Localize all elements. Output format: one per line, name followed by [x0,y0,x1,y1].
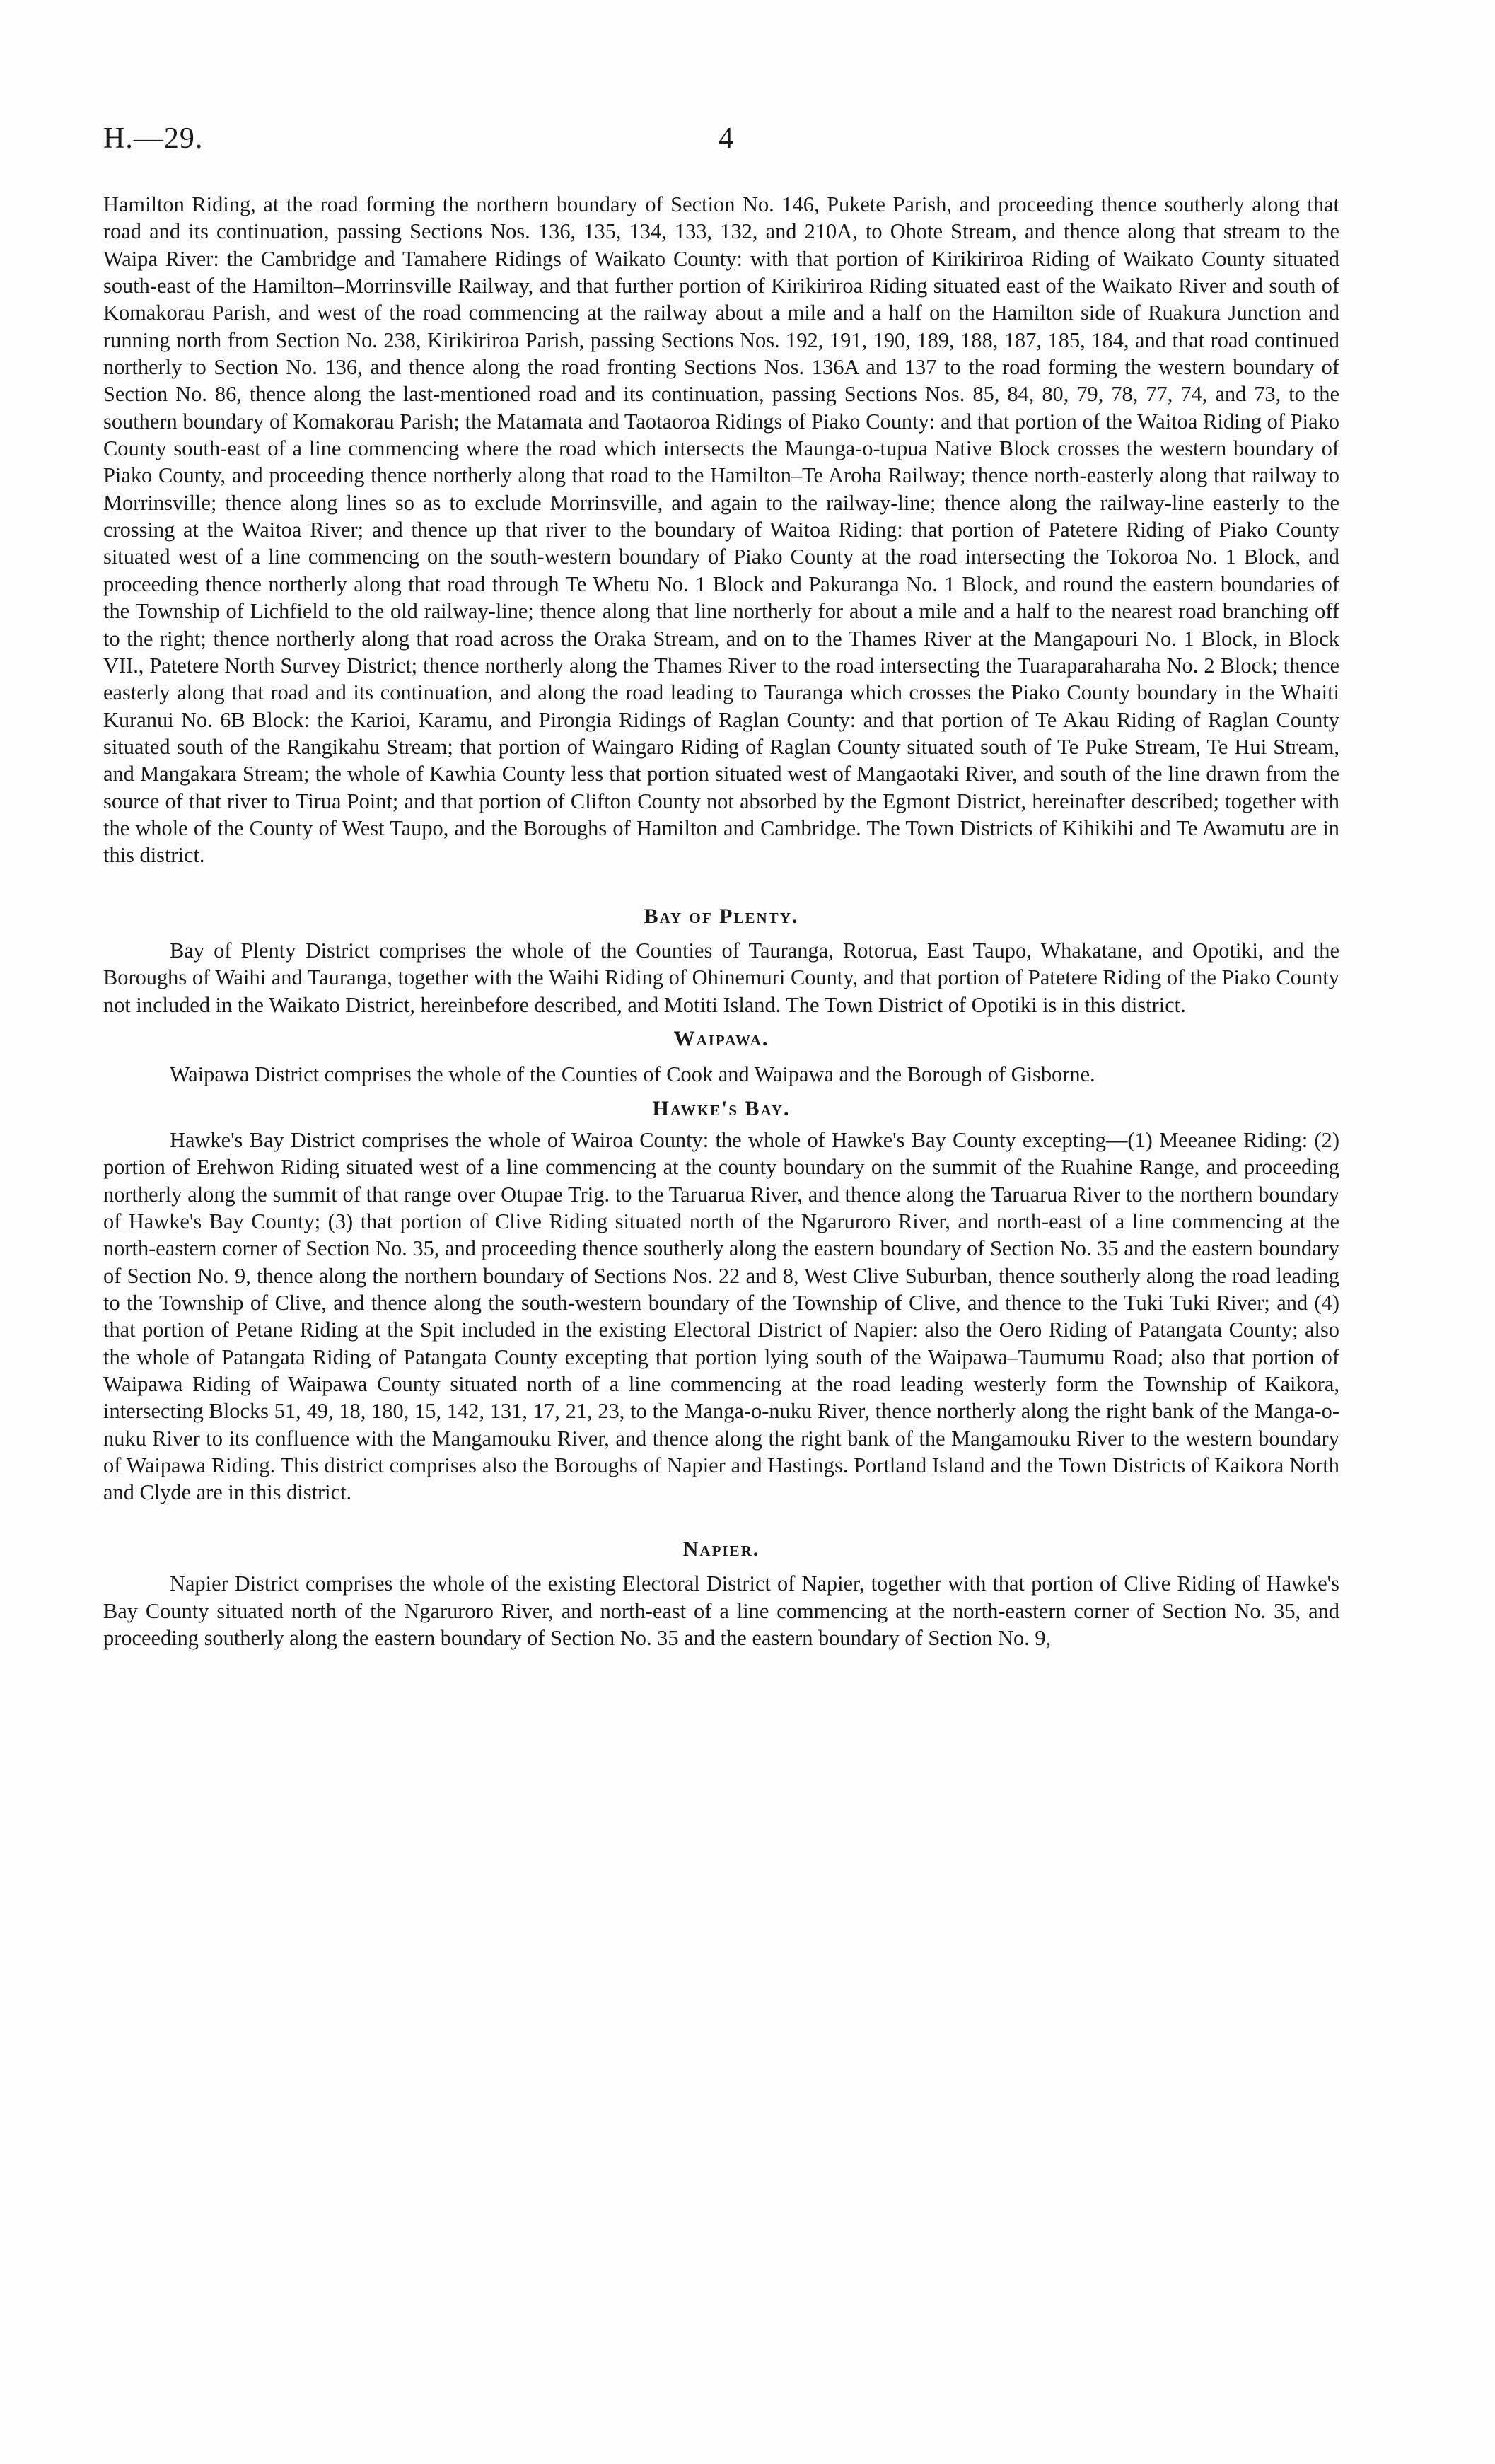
heading-bay-of-plenty: Bay of Plenty. [644,904,799,928]
document-body [103,191,1339,1651]
paragraph-hawkes-bay: Hawke's Bay District comprises the whole of Wairoa County: the whole of Hawke's Bay County excepting—(1) Meeanee Riding: (2) portion of Erehwon Riding situated west of a line commencing at the county boundary on the summit of the Ruahine Range, and proceeding northerly along the summit of that range over Otupae Trig. to the Taruarua River, and thence along the Taruarua River to the northern boundary of Hawke's Bay County; (3) that portion of Clive Riding situated north of the Ngaruroro River, and north-east of a line commencing at the north-eastern corner of Section No. 35, and proceeding thence southerly along the eastern boundary of Section No. 35 and the eastern boundary of Section No. 9, thence along the northern boundary of Sections Nos. 22 and 8, West Clive Suburban, thence southerly along the road leading to the Township of Clive, and thence along the south-western boundary of the Township of Clive, and thence to the Tuki Tuki River; and (4) that portion of Petane Riding at the Spit included in the existing Electoral District of Napier: also the Oero Riding of Patangata County; also the whole of Patangata Riding of Patangata County excepting that portion lying south of the Waipawa–Taumumu Road; also that portion of Waipawa Riding of Waipawa County situated north of a line commencing at the road leading westerly form the Township of Kaikora, intersecting Blocks 51, 49, 18, 180, 15, 142, 131, 17, 21, 23, to the Manga-o-nuku River, thence northerly along the right bank of the Manga-o-nuku River to its confluence with the Mangamouku River, and thence along the right bank of the Mangamouku River to the western boundary of Waipawa Riding. This district comprises also the Boroughs of Napier and Hastings. Portland Island and the Town Districts of Kaikora North and Clyde are in this district. [103,1128,1339,1505]
heading-napier: Napier. [682,1537,760,1561]
paragraph-bay-of-plenty: Bay of Plenty District comprises the whole of the Counties of Tauranga, Rotorua, East Taupo, Whakatane, and Opotiki, and the Boroughs of Waihi and Tauranga, together with the Waihi Riding of Ohinemuri County, and that portion of Patetere Riding of the Piako County not included in the Waikato District, hereinbefore described, and Motiti Island. The Town District of Opotiki is in this district. [103,938,1339,1017]
heading-waipawa: Waipawa. [673,1026,769,1050]
heading-hawkes-bay: Hawke's Bay. [652,1096,791,1120]
paragraph-waikato-continued: Hamilton Riding, at the road forming the northern boundary of Section No. 146, Pukete Parish, and proceeding thence southerly along that road and its continuation, passing Sections Nos. 136, 135, 134, 133, 132, and 210A, to Ohote Stream, and thence along that stream to the Waipa River: the Cambridge and Tamahere Ridings of Waikato County: with that portion of Kirikiriroa Riding of Waikato County situated south-east of the Hamilton–Morrinsville Railway, and that further portion of Kirikiriroa Riding situated east of the Waikato River and south of Komakorau Parish, and west of the road commencing at the railway about a mile and a half on the Hamilton side of Ruakura Junction and running north from Section No. 238, Kirikiriroa Parish, passing Sections Nos. 192, 191, 190, 189, 188, 187, 185, 184, and that road continued northerly to Section No. 136, and thence along the road fronting Sections Nos. 136A and 137 to the road forming the western boundary of Section No. 86, thence along the last-mentioned road and its continuation, passing Sections Nos. 85, 84, 80, 79, 78, 77, 74, and 73, to the southern boundary of Komakorau Parish; the Matamata and Taotaoroa Ridings of Piako County: and that portion of the Waitoa Riding of Piako County south-east of a line commencing where the road which intersects the Maunga-o-tupua Native Block crosses the western boundary of Piako County, and proceeding thence northerly along that road to the Hamilton–Te Aroha Railway; thence north-easterly along that railway to Morrinsville; thence along lines so as to exclude Morrinsville, and again to the railway-line; thence along the railway-line easterly to the crossing at the Waitoa River; and thence up that river to the boundary of Waitoa Riding: that portion of Patetere Riding of Piako County situated west of a line commencing on the south-western boundary of Piako County at the road intersecting the Tokoroa No. 1 Block, and proceeding thence northerly along that road through Te Whetu No. 1 Block and Pakuranga No. 1 Block, and round the eastern boundaries of the Township of Lichfield to the old railway-line; thence along that line northerly for about a mile and a half to the nearest road branching off to the right; thence northerly along that road across the Oraka Stream, and on to the Thames River at the Mangapouri No. 1 Block, in Block VII., Patetere North Survey District; thence northerly along the Thames River to the road intersecting the Tuaraparaharaha No. 2 Block; thence easterly along that road and its continuation, and along the road leading to Tauranga which crosses the Piako County boundary in the Whaiti Kuranui No. 6B Block: the Karioi, Karamu, and Pirongia Ridings of Raglan County: and that portion of Te Akau Riding of Raglan County situated south of the Rangikahu Stream; that portion of Waingaro Riding of Raglan County situated south of Te Puke Stream, Te Hui Stream, and Mangakara Stream; the whole of Kawhia County less that portion situated west of Mangaotaki River, and south of the line drawn from the source of that river to Tirua Point; and that portion of Clifton County not absorbed by the Egmont District, hereinafter described; together with the whole of the County of West Taupo, and the Boroughs of Hamilton and Cambridge. The Town Districts of Kihikihi and Te Awamutu are in this district. [103,192,1339,868]
document-id: H.—29. [103,122,204,155]
page-number: 4 [719,122,733,155]
paragraph-waipawa: Waipawa District comprises the whole of the Counties of Cook and Waipawa and the Borough of Gisborne. [170,1062,1095,1087]
page-header [103,122,1348,164]
paragraph-napier: Napier District comprises the whole of the existing Electoral District of Napier, together with that portion of Clive Riding of Hawke's Bay County situated north of the Ngaruroro River, and north-east of a line commencing at the north-eastern corner of Section No. 35, and proceeding southerly along the eastern boundary of Section No. 35 and the eastern boundary of Section No. 9, [103,1571,1339,1650]
